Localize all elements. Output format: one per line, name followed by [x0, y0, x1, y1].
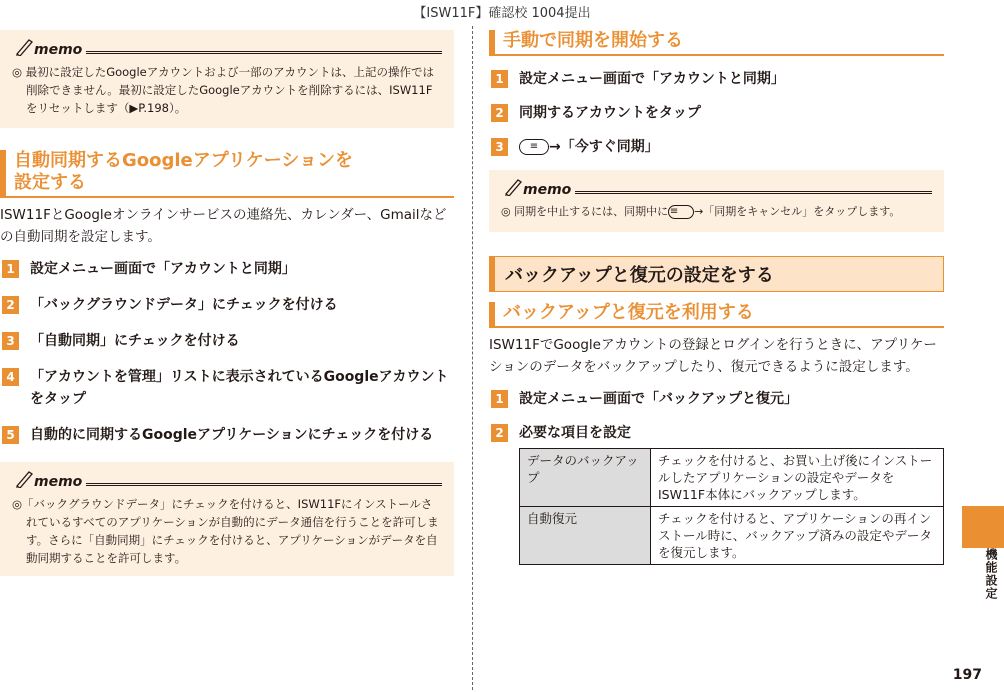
step-text: 同期するアカウントをタップ	[519, 105, 701, 121]
step-item	[489, 102, 944, 124]
menu-key-icon: ≡	[519, 139, 549, 155]
step-number: 2	[2, 296, 19, 314]
step-item	[0, 424, 454, 446]
step-item	[489, 422, 944, 444]
column-divider	[472, 26, 473, 690]
step-text: 「アカウントを管理」リストに表示されているGoogleアカウントをタップ	[30, 369, 449, 407]
step-item	[0, 258, 454, 280]
step-number: 3	[491, 138, 508, 156]
section-heading: 手動で同期を開始する	[489, 30, 944, 56]
memo-box	[0, 30, 454, 128]
chapter-label: 機能設定	[984, 548, 998, 600]
step-item	[0, 366, 454, 410]
pencil-icon	[14, 38, 34, 56]
step-number: 4	[2, 368, 19, 386]
memo-label: memo	[34, 474, 86, 490]
pencil-icon	[503, 178, 523, 196]
step-item	[0, 294, 454, 316]
right-column	[489, 30, 944, 565]
left-column	[0, 30, 454, 576]
intro-text: ISW11FでGoogleアカウントの登録とログインを行うときに、アプリケーションのデータをバックアップしたり、復元できるように設定します。	[489, 337, 937, 375]
step-number: 5	[2, 426, 19, 444]
memo-label: memo	[34, 42, 86, 58]
section-heading: バックアップと復元を利用する	[489, 302, 944, 328]
step-number: 3	[2, 332, 19, 350]
memo-text: ◎ 最初に設定したGoogleアカウントおよび一部のアカウントは、上記の操作では削除できません。最初に設定したGoogleアカウントを削除するには、ISW11Fをリセットします（▶P.198）。	[12, 65, 435, 115]
table-key: 自動復元	[520, 507, 651, 565]
step-list	[489, 388, 944, 444]
section-title-line1: 自動同期するGoogleアプリケーションを	[14, 150, 353, 171]
page-number: 197	[952, 667, 982, 683]
step-number: 1	[491, 70, 508, 88]
step-list	[0, 258, 454, 446]
intro-text: ISW11FとGoogleオンラインサービスの連絡先、カレンダー、Gmailなどの自動同期を設定します。	[0, 207, 447, 245]
table-value: チェックを付けると、お買い上げ後にインストールしたアプリケーションの設定やデータをISW11F本体にバックアップします。	[651, 449, 944, 507]
step-number: 2	[491, 104, 508, 122]
memo-label: memo	[523, 182, 575, 198]
step-text: 設定メニュー画面で「アカウントと同期」	[30, 261, 296, 277]
step-number: 1	[2, 260, 19, 278]
table-key: データのバックアップ	[520, 449, 651, 507]
menu-key-icon: ≡	[668, 205, 694, 219]
section-heading	[0, 150, 454, 198]
memo-box	[0, 462, 454, 576]
memo-text-before: ◎ 同期を中止するには、同期中に	[501, 205, 669, 218]
memo-text-after: →「同期をキャンセル」をタップします。	[694, 205, 901, 218]
running-header: 【ISW11F】確認校 1004提出	[413, 6, 591, 21]
table-value: チェックを付けると、アプリケーションの再インストール時に、バックアップ済みの設定やデータを復元します。	[651, 507, 944, 565]
chapter-heading: バックアップと復元の設定をする	[489, 256, 944, 292]
step-text: 設定メニュー画面で「バックアップと復元」	[519, 391, 799, 407]
step-text: 設定メニュー画面で「アカウントと同期」	[519, 71, 785, 87]
step-text: 必要な項目を設定	[519, 425, 631, 441]
pencil-icon	[14, 470, 34, 488]
table-row	[520, 507, 944, 565]
step-list	[489, 68, 944, 158]
memo-box	[489, 170, 944, 232]
step-item	[489, 68, 944, 90]
step-text: 「自動同期」にチェックを付ける	[30, 333, 240, 349]
step-item	[489, 136, 944, 158]
step-text: 自動的に同期するGoogleアプリケーションにチェックを付ける	[30, 427, 434, 443]
step-number: 2	[491, 424, 508, 442]
section-title-line2: 設定する	[14, 172, 86, 193]
memo-text	[501, 203, 932, 221]
memo-text: ◎「バックグラウンドデータ」にチェックを付けると、ISW11Fにインストールされているすべてのアプリケーションが自動的にデータ通信を行うことを許可します。さらに「自動同期」にチェックを付けると、アプリケーションがデータを自動同期することを許可します。	[12, 497, 439, 565]
step-item	[0, 330, 454, 352]
chapter-tab	[962, 506, 1004, 548]
step-number: 1	[491, 390, 508, 408]
settings-table	[519, 448, 944, 565]
step-text: 「バックグラウンドデータ」にチェックを付ける	[30, 297, 338, 313]
step-item	[489, 388, 944, 410]
table-row	[520, 449, 944, 507]
step-text: →「今すぐ同期」	[549, 139, 659, 155]
